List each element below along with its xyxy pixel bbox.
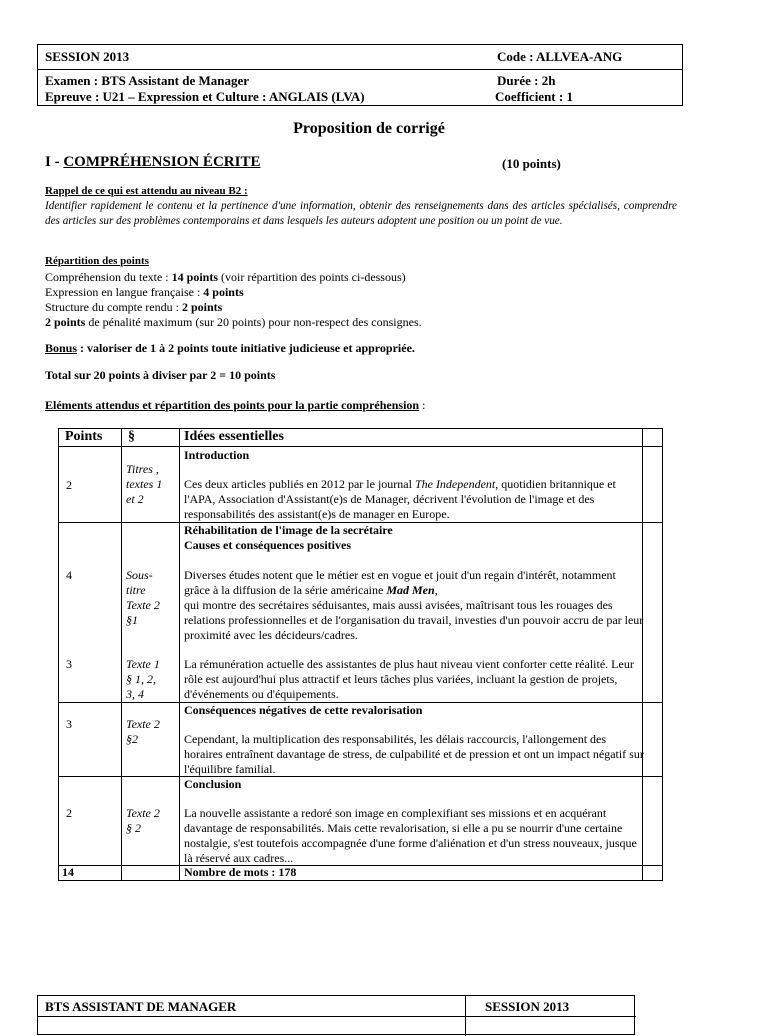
row5-text: La nouvelle assistante a redoré son image en complexifiant ses missions et en acquérant davantage de responsabilités. Mais cette revalorisation, si elle a pu se nourrir d'une certaine nostalgie, s'est toutefois accompagnée d'une forme d'aliénation et d'un stress nouveaux, jusque là réservé aux cadres... — [184, 806, 637, 865]
section-number: I - — [45, 154, 64, 170]
row4-ref — [126, 717, 160, 747]
ref-line: §2 — [126, 732, 138, 746]
rappel-heading: Rappel de ce qui est attendu au niveau B2 : — [45, 185, 248, 197]
row4-points: 3 — [66, 717, 72, 731]
header-ideas: Idées essentielles — [184, 429, 284, 444]
repartition-line — [45, 285, 244, 300]
repartition-line — [45, 270, 406, 285]
section-heading — [45, 154, 260, 171]
neg-title: Conséquences négatives de cette revalorisation — [184, 703, 423, 717]
elements-heading-colon: : — [419, 398, 426, 412]
duree-label: Durée : 2h — [497, 73, 556, 88]
footer-left: BTS ASSISTANT DE MANAGER — [45, 999, 237, 1014]
intro-text — [184, 477, 644, 522]
table-border — [58, 428, 663, 429]
table-column-divider — [179, 428, 180, 881]
points-table — [58, 428, 663, 881]
table-border — [662, 428, 663, 881]
ref-line: 3, 4 — [126, 687, 144, 701]
row2-text-part: qui montre des secrétaires séduisantes, mais aussi avisées, maîtrisant tous les rouages des relations professionnelles et de l'organisation du travail, investies d'un pouvoir accru de par leur proximité avec les décideurs/cadres. — [184, 598, 644, 642]
header-paragraph: § — [128, 429, 135, 444]
row4-text: Cependant, la multiplication des responsabilités, les délais raccourcis, l'allongement des horaires entraînent davantage de stress, de culpabilité et de pression et ont un impact négatif sur l'équilibre familial. — [184, 732, 644, 776]
newspaper-name: The Independent — [414, 477, 496, 491]
bonus-label: Bonus — [45, 341, 78, 355]
row5-points: 2 — [66, 806, 72, 820]
repartition-points: 2 points — [181, 300, 223, 314]
row3-text: La rémunération actuelle des assistantes de plus haut niveau vient conforter cette réalité. Leur rôle est aujourd'hui plus attractif et leurs tâches plus variées, incluant la gestion de projets, d'événements ou d'équipements. — [184, 657, 634, 701]
total-line: Total sur 20 points à diviser par 2 = 10 points — [45, 368, 276, 382]
row3-points: 3 — [66, 657, 72, 671]
repartition-text: Expression en langue française : — [45, 285, 204, 299]
row2-points: 4 — [66, 568, 72, 582]
repartition-note: de pénalité maximum (sur 20 points) pour non-respect des consignes. — [85, 315, 422, 329]
intro-points: 2 — [66, 478, 72, 492]
rehab-subtitle: Causes et conséquences positives — [184, 538, 351, 552]
ref-line: § 1, 2, — [126, 672, 156, 686]
repartition-text: Compréhension du texte : — [45, 270, 172, 284]
repartition-heading: Répartition des points — [45, 255, 149, 267]
intro-title: Introduction — [184, 448, 250, 462]
table-border — [58, 428, 59, 881]
rehab-title: Réhabilitation de l'image de la secrétaire — [184, 523, 393, 537]
ref-line: §1 — [126, 613, 138, 627]
bonus-text: : valoriser de 1 à 2 points toute initiative judicieuse et appropriée. — [77, 341, 415, 355]
ref-line: Texte 2 — [126, 717, 160, 731]
elements-heading-text: Eléments attendus et répartition des points pour la partie compréhension — [45, 398, 420, 412]
ref-line: Sous- — [126, 568, 153, 582]
epreuve-label: Epreuve : U21 – Expression et Culture : ANGLAIS (LVA) — [45, 89, 365, 104]
repartition-line — [45, 315, 422, 330]
elements-heading — [45, 398, 425, 413]
row2-text-part: , — [434, 583, 438, 597]
intro-ref — [126, 462, 162, 507]
repartition-points: 14 points — [171, 270, 219, 284]
header-points: Points — [65, 429, 103, 444]
footer-row-divider — [38, 1016, 636, 1017]
intro-text-part: Ces deux articles publiés en 2012 par le journal — [184, 477, 415, 491]
intro-text-part: , quotidien britannique et l'APA, Association d'Assistant(e)s de Manager, décrivent l'évolution de l'image et des responsabilités des assistant(e)s de manager en Europe. — [184, 477, 616, 521]
row2-ref — [126, 568, 160, 628]
examen-label: Examen : BTS Assistant de Manager — [45, 73, 250, 88]
total-points: 14 — [62, 865, 74, 879]
table-row-divider — [58, 446, 663, 447]
table-border — [58, 880, 663, 881]
row5-ref — [126, 806, 160, 836]
repartition-note: (voir répartition des points ci-dessous) — [218, 270, 406, 284]
row2-text — [184, 568, 644, 643]
repartition-text: Structure du compte rendu : — [45, 300, 182, 314]
ref-line: textes 1 — [126, 477, 163, 491]
footer-right: SESSION 2013 — [485, 999, 570, 1014]
ref-line: Texte 1 — [126, 657, 160, 671]
word-count: Nombre de mots : 178 — [184, 865, 297, 879]
coefficient-label: Coefficient : 1 — [495, 89, 573, 104]
ref-line: titre — [126, 583, 146, 597]
concl-title: Conclusion — [184, 777, 242, 791]
page-title: Proposition de corrigé — [293, 120, 445, 137]
repartition-points: 4 points — [203, 285, 244, 299]
header-divider — [38, 69, 682, 70]
row3-ref — [126, 657, 160, 702]
ref-line: § 2 — [126, 821, 141, 835]
series-name: Mad Men — [386, 583, 435, 597]
table-column-divider — [121, 428, 122, 881]
ref-line: Titres , — [126, 462, 159, 476]
bonus-line — [45, 341, 415, 356]
section-points: (10 points) — [502, 156, 561, 171]
repartition-points: 2 points — [45, 315, 86, 329]
row2-text-part: Diverses études notent que le métier est en vogue et jouit d'un regain d'intérêt, notamment grâce à la diffusion de la série américaine — [184, 568, 616, 597]
repartition-line — [45, 300, 222, 315]
session-label: SESSION 2013 — [45, 49, 130, 64]
ref-line: Texte 2 — [126, 598, 160, 612]
rappel-text: Identifier rapidement le contenu et la pertinence d'une information, obtenir des renseignements dans des articles spécialisés, comprendre des articles sur des problèmes contemporains et dans lesquels les auteurs adoptent une position ou un point de vue. — [45, 200, 677, 227]
code-label: Code : ALLVEA-ANG — [497, 49, 623, 64]
ref-line: et 2 — [126, 492, 144, 506]
section-name: COMPRÉHENSION ÉCRITE — [63, 154, 261, 170]
ref-line: Texte 2 — [126, 806, 160, 820]
